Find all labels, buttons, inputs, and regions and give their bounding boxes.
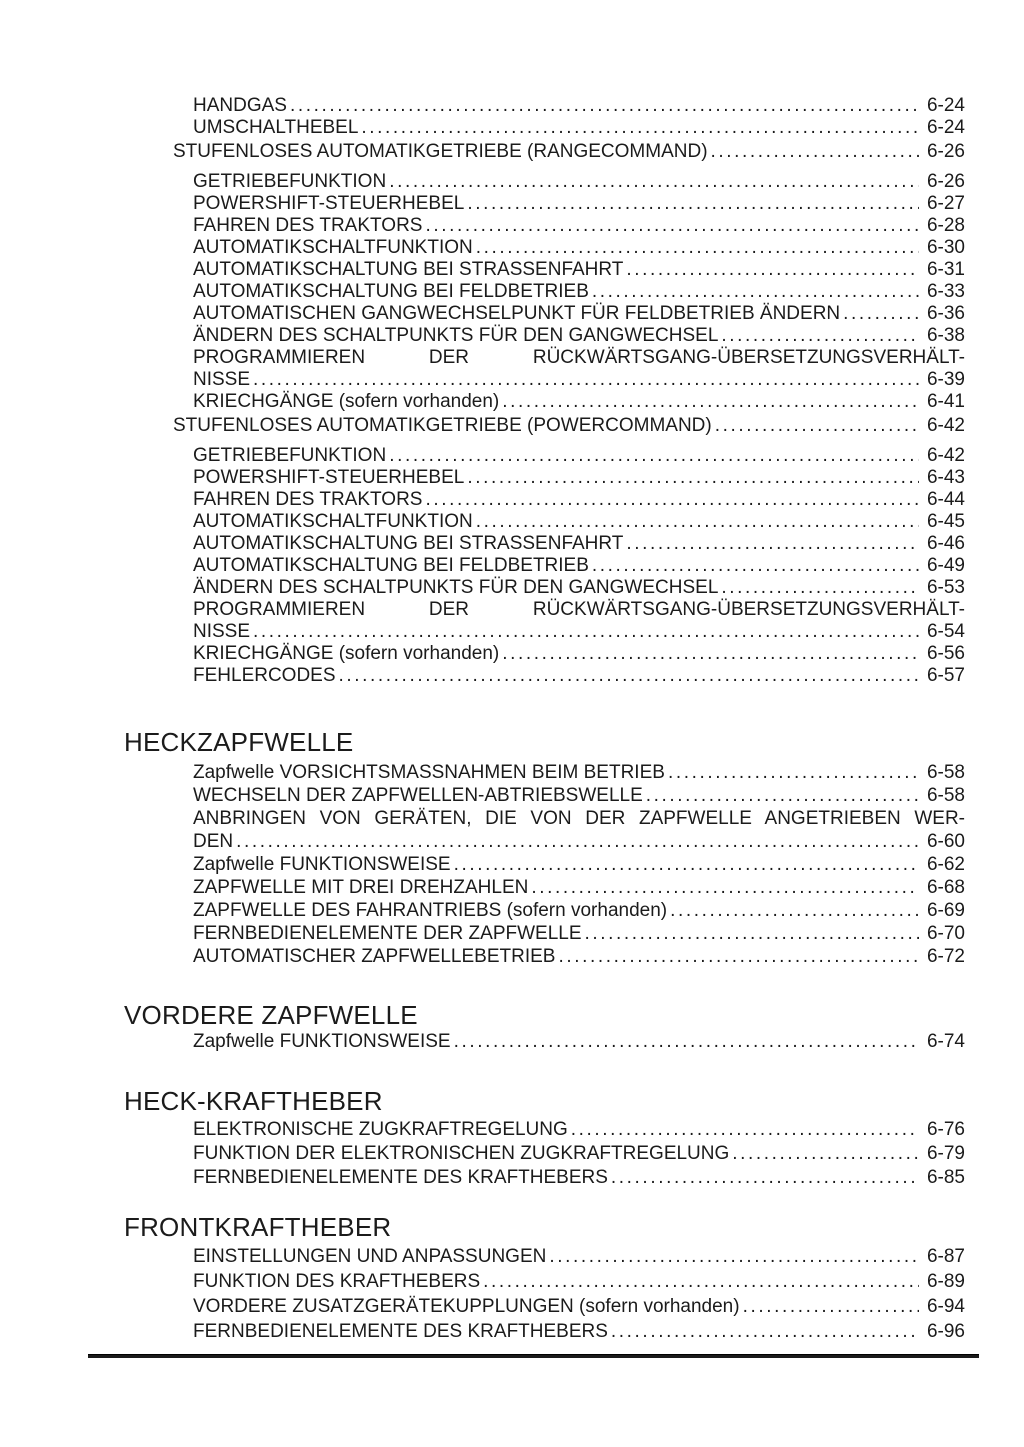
toc-entry — [193, 281, 965, 303]
toc-entry-label: AUTOMATIKSCHALTFUNKTION — [193, 511, 473, 532]
toc-entry-line — [193, 577, 965, 599]
page-number: 6-28 — [926, 215, 965, 236]
toc-entry-line — [193, 555, 965, 577]
section-heading: FRONTKRAFTHEBER — [124, 1212, 392, 1242]
toc-entry-line — [193, 830, 965, 853]
toc-entry-label: AUTOMATIKSCHALTUNG BEI STRASSENFAHRT — [193, 533, 624, 554]
toc-entry-label: KRIECHGÄNGE (sofern vorhanden) — [193, 643, 500, 664]
toc-entry-line — [193, 215, 965, 237]
toc-entry-line — [193, 489, 965, 511]
toc-entry-line — [193, 95, 965, 117]
page-number: 6-41 — [926, 391, 965, 412]
toc-entry-line — [193, 325, 965, 347]
page-number: 6-53 — [926, 577, 965, 598]
toc-entry-label: FERNBEDIENELEMENTE DER ZAPFWELLE — [193, 923, 582, 944]
toc-entry-label: AUTOMATISCHER ZAPFWELLEBETRIEB — [193, 946, 556, 967]
page-number: 6-74 — [926, 1031, 965, 1052]
dot-leader — [253, 621, 919, 643]
dot-leader — [476, 237, 919, 259]
toc-entry-line — [193, 665, 965, 687]
page-number: 6-33 — [926, 281, 965, 302]
dot-leader — [389, 171, 919, 193]
toc-entry-line — [193, 1319, 965, 1344]
toc-entry — [193, 347, 965, 391]
toc-entry-line — [193, 237, 965, 259]
toc-entry-label: POWERSHIFT-STEUERHEBEL — [193, 193, 465, 214]
toc-section-entries — [0, 1030, 1024, 1053]
page-number: 6-79 — [926, 1143, 965, 1164]
toc-entry-label: FAHREN DES TRAKTORS — [193, 489, 423, 510]
toc-entry-label: NISSE — [193, 621, 251, 642]
toc-entry — [193, 1244, 965, 1269]
toc-entry-line — [193, 643, 965, 665]
page-number: 6-42 — [926, 445, 965, 466]
page-number: 6-58 — [926, 785, 965, 806]
page-number: 6-44 — [926, 489, 965, 510]
page-number: 6-87 — [926, 1246, 965, 1267]
toc-entry-label: FAHREN DES TRAKTORS — [193, 215, 423, 236]
dot-leader — [592, 281, 919, 303]
toc-entry — [193, 853, 965, 876]
toc-section-entries — [0, 761, 1024, 968]
dot-leader — [721, 577, 919, 599]
toc-entry — [193, 171, 965, 193]
toc-entry-line — [173, 415, 965, 437]
toc-entry — [193, 95, 965, 117]
page-number: 6-57 — [926, 665, 965, 686]
page-number: 6-85 — [926, 1167, 965, 1188]
toc-entry-line — [193, 193, 965, 215]
dot-leader — [339, 665, 919, 687]
toc-entry-label: FERNBEDIENELEMENTE DES KRAFTHEBERS — [193, 1167, 608, 1188]
page-number: 6-76 — [926, 1119, 965, 1140]
dot-leader — [592, 555, 919, 577]
dot-leader — [454, 1030, 919, 1053]
dot-leader — [626, 533, 919, 555]
toc-section-entries — [0, 1118, 1024, 1190]
page-number: 6-42 — [926, 415, 965, 436]
toc-entry — [193, 445, 965, 467]
dot-leader — [467, 193, 919, 215]
footer-rule — [88, 1354, 979, 1358]
dot-leader — [361, 117, 919, 139]
page-number: 6-26 — [926, 171, 965, 192]
toc-entry — [193, 577, 965, 599]
section-heading: HECK-KRAFTHEBER — [124, 1086, 383, 1116]
toc-entry — [193, 511, 965, 533]
dot-leader — [668, 761, 919, 784]
toc-entry-label: GETRIEBEFUNKTION — [193, 445, 387, 466]
toc-entry-label: FERNBEDIENELEMENTE DES KRAFTHEBERS — [193, 1321, 608, 1342]
page-number: 6-70 — [926, 923, 965, 944]
page-number: 6-45 — [926, 511, 965, 532]
toc-entry-line — [193, 922, 965, 945]
toc-entry-line — [193, 391, 965, 413]
toc-entry-line — [193, 1142, 965, 1166]
toc-entry-line — [193, 1269, 965, 1294]
dot-leader — [721, 325, 919, 347]
page-number: 6-72 — [926, 946, 965, 967]
toc-entry-line — [193, 511, 965, 533]
toc-entry-line — [193, 1030, 965, 1053]
toc-entry — [193, 922, 965, 945]
dot-leader — [670, 899, 919, 922]
toc-entry-line — [193, 259, 965, 281]
dot-leader — [290, 95, 919, 117]
toc-entry-line — [193, 117, 965, 139]
dot-leader — [646, 784, 919, 807]
toc-entry-line — [193, 445, 965, 467]
toc-entry — [193, 945, 965, 968]
dot-leader — [253, 369, 919, 391]
toc-entry-label: STUFENLOSES AUTOMATIKGETRIEBE (POWERCOMMAND) — [173, 415, 712, 436]
toc-entry-label: FEHLERCODES — [193, 665, 336, 686]
toc-entry-label: DEN — [193, 831, 234, 852]
section-heading: HECKZAPFWELLE — [124, 727, 354, 757]
toc-section-entries — [0, 1244, 1024, 1344]
dot-leader — [531, 876, 919, 899]
toc-entry-label: ÄNDERN DES SCHALTPUNKTS FÜR DEN GANGWECHSEL — [193, 577, 719, 598]
page-number: 6-62 — [926, 854, 965, 875]
dot-leader — [743, 1294, 919, 1319]
dot-leader — [483, 1269, 919, 1294]
toc-entry-label: HANDGAS — [193, 95, 287, 116]
toc-entry — [193, 325, 965, 347]
page-number: 6-68 — [926, 877, 965, 898]
page-number: 6-31 — [926, 259, 965, 280]
dot-leader — [236, 830, 919, 853]
toc-entry-label: ÄNDERN DES SCHALTPUNKTS FÜR DEN GANGWECHSEL — [193, 325, 719, 346]
toc-entry-line — [193, 171, 965, 193]
dot-leader — [571, 1118, 919, 1142]
toc-entry — [193, 1030, 965, 1053]
toc-entry-line — [193, 1294, 965, 1319]
toc-entry-line — [193, 945, 965, 968]
toc-entry — [193, 1142, 965, 1166]
toc-entry-label: AUTOMATIKSCHALTUNG BEI FELDBETRIEB — [193, 281, 589, 302]
toc-entry-label: WECHSELN DER ZAPFWELLEN-ABTRIEBSWELLE — [193, 785, 643, 806]
dot-leader — [558, 945, 919, 968]
toc-entry — [193, 1118, 965, 1142]
toc-entry-line — [193, 621, 965, 643]
dot-leader — [502, 391, 919, 413]
dot-leader — [425, 215, 919, 237]
dot-leader — [585, 922, 919, 945]
toc-entry — [193, 1269, 965, 1294]
toc-entry-label: AUTOMATIKSCHALTUNG BEI FELDBETRIEB — [193, 555, 589, 576]
toc-entry — [193, 467, 965, 489]
section-heading: VORDERE ZAPFWELLE — [124, 1000, 418, 1030]
toc-entry — [193, 1319, 965, 1344]
page-number: 6-69 — [926, 900, 965, 921]
dot-leader — [502, 643, 919, 665]
toc-entry — [193, 533, 965, 555]
toc-entry-wrap-line: PROGRAMMIEREN DER RÜCKWÄRTSGANG-ÜBERSETZUNGSVERHÄLT- — [193, 599, 965, 620]
page-number: 6-39 — [926, 369, 965, 390]
toc-entry-line — [193, 467, 965, 489]
toc-section-entries — [0, 95, 1024, 687]
dot-leader — [715, 415, 919, 437]
toc-entry-line — [193, 281, 965, 303]
toc-entry — [193, 237, 965, 259]
page-number: 6-24 — [926, 95, 965, 116]
toc-entry-label: VORDERE ZUSATZGERÄTEKUPPLUNGEN (sofern vorhanden) — [193, 1296, 740, 1317]
toc-entry-label: AUTOMATIKSCHALTFUNKTION — [193, 237, 473, 258]
toc-entry — [193, 899, 965, 922]
toc-entry-label: ZAPFWELLE MIT DREI DREHZAHLEN — [193, 877, 529, 898]
toc-entry — [193, 259, 965, 281]
toc-entry-label: STUFENLOSES AUTOMATIKGETRIEBE (RANGECOMMAND) — [173, 141, 708, 162]
page-number: 6-89 — [926, 1271, 965, 1292]
page-number: 6-38 — [926, 325, 965, 346]
toc-entry-line — [193, 899, 965, 922]
page-number: 6-36 — [926, 303, 965, 324]
toc-entry — [193, 665, 965, 687]
dot-leader — [389, 445, 919, 467]
toc-entry — [193, 303, 965, 325]
toc-entry-label: EINSTELLUNGEN UND ANPASSUNGEN — [193, 1246, 547, 1267]
toc-entry-label: UMSCHALTHEBEL — [193, 117, 359, 138]
toc-entry — [193, 1166, 965, 1190]
toc-entry-label: ZAPFWELLE DES FAHRANTRIEBS (sofern vorhanden) — [193, 900, 668, 921]
dot-leader — [611, 1166, 919, 1190]
toc-entry-line — [193, 303, 965, 325]
dot-leader — [476, 511, 919, 533]
dot-leader — [732, 1142, 919, 1166]
dot-leader — [549, 1244, 919, 1269]
toc-entry-label: Zapfwelle FUNKTIONSWEISE — [193, 854, 451, 875]
toc-entry-line — [193, 876, 965, 899]
toc-entry — [173, 141, 965, 163]
toc-entry — [193, 599, 965, 643]
toc-entry — [193, 193, 965, 215]
toc-entry-line — [193, 853, 965, 876]
toc-entry-label: KRIECHGÄNGE (sofern vorhanden) — [193, 391, 500, 412]
page-number: 6-46 — [926, 533, 965, 554]
toc-entry — [193, 876, 965, 899]
toc-entry-line — [193, 369, 965, 391]
toc-entry-line — [193, 1244, 965, 1269]
toc-entry-line — [193, 784, 965, 807]
toc-entry-wrap-line: ANBRINGEN VON GERÄTEN, DIE VON DER ZAPFWELLE ANGETRIEBEN WER- — [193, 808, 965, 829]
toc-entry-label: FUNKTION DES KRAFTHEBERS — [193, 1271, 481, 1292]
toc-entry-label: FUNKTION DER ELEKTRONISCHEN ZUGKRAFTREGELUNG — [193, 1143, 730, 1164]
toc-entry-line — [193, 1166, 965, 1190]
toc-entry — [193, 761, 965, 784]
toc-entry — [193, 215, 965, 237]
toc-entry-label: AUTOMATIKSCHALTUNG BEI STRASSENFAHRT — [193, 259, 624, 280]
page-number: 6-49 — [926, 555, 965, 576]
dot-leader — [454, 853, 919, 876]
dot-leader — [467, 467, 919, 489]
page-number: 6-30 — [926, 237, 965, 258]
page-number: 6-58 — [926, 762, 965, 783]
toc-entry-label: Zapfwelle FUNKTIONSWEISE — [193, 1031, 451, 1052]
toc-entry — [193, 117, 965, 139]
page-number: 6-96 — [926, 1321, 965, 1342]
toc-entry — [193, 643, 965, 665]
dot-leader — [843, 303, 919, 325]
page-number: 6-60 — [926, 831, 965, 852]
page-number: 6-27 — [926, 193, 965, 214]
dot-leader — [425, 489, 919, 511]
page-number: 6-56 — [926, 643, 965, 664]
toc-entry-label: AUTOMATISCHEN GANGWECHSELPUNKT FÜR FELDBETRIEB ÄNDERN — [193, 303, 841, 324]
toc-entry-label: NISSE — [193, 369, 251, 390]
toc-entry — [193, 784, 965, 807]
toc-entry-label: GETRIEBEFUNKTION — [193, 171, 387, 192]
toc-entry-wrap-line: PROGRAMMIEREN DER RÜCKWÄRTSGANG-ÜBERSETZUNGSVERHÄLT- — [193, 347, 965, 368]
page-number: 6-94 — [926, 1296, 965, 1317]
toc-entry-label: POWERSHIFT-STEUERHEBEL — [193, 467, 465, 488]
toc-entry — [193, 1294, 965, 1319]
toc-entry-line — [173, 141, 965, 163]
toc-entry-line — [193, 1118, 965, 1142]
toc-entry-label: ELEKTRONISCHE ZUGKRAFTREGELUNG — [193, 1119, 568, 1140]
dot-leader — [711, 141, 919, 163]
toc-entry — [173, 415, 965, 437]
page-number: 6-24 — [926, 117, 965, 138]
toc-entry-line — [193, 761, 965, 784]
page-number: 6-26 — [926, 141, 965, 162]
toc-entry — [193, 489, 965, 511]
toc-entry — [193, 391, 965, 413]
toc-entry — [193, 807, 965, 853]
dot-leader — [626, 259, 919, 281]
toc-entry — [193, 555, 965, 577]
toc-entry-line — [193, 533, 965, 555]
page-number: 6-43 — [926, 467, 965, 488]
dot-leader — [611, 1319, 919, 1344]
page-number: 6-54 — [926, 621, 965, 642]
toc-entry-label: Zapfwelle VORSICHTSMASSNAHMEN BEIM BETRIEB — [193, 762, 665, 783]
